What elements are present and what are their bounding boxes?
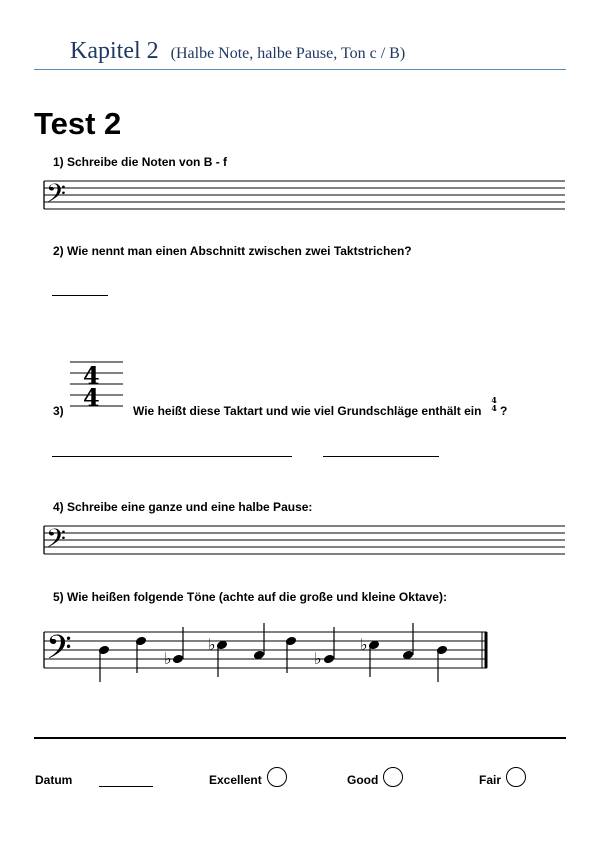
note-6 xyxy=(285,636,297,673)
note-3 xyxy=(164,627,184,668)
rating-fair-circle[interactable] xyxy=(506,767,526,787)
chapter-title-main: Kapitel 2 xyxy=(70,38,159,64)
bass-clef-q1: 𝄢 xyxy=(46,179,66,215)
flat-sign-8: ♭ xyxy=(360,635,368,654)
time-signature-bottom: 4 xyxy=(83,383,100,412)
bass-clef-q5: 𝄢 xyxy=(46,629,72,675)
question-3-text: Wie heißt diese Taktart und wie viel Grundschläge enthält ein xyxy=(133,404,482,418)
chapter-subtitle: (Halbe Note, halbe Pause, Ton c / B) xyxy=(170,45,406,62)
question-3-suffix: ? xyxy=(500,404,508,418)
note-1 xyxy=(98,645,110,682)
question-5: 5) Wie heißen folgende Töne (achte auf die große und kleine Oktave): xyxy=(53,590,447,604)
flat-sign-7: ♭ xyxy=(314,649,322,668)
flat-sign-3: ♭ xyxy=(164,649,172,668)
rating-fair-label: Fair xyxy=(479,773,502,787)
inline-time-signature-top: 4 xyxy=(491,395,497,405)
date-label: Datum xyxy=(35,773,73,787)
question-2: 2) Wie nennt man einen Abschnitt zwischen zwei Taktstrichen? xyxy=(53,244,412,258)
question-3-number: 3) xyxy=(53,404,64,418)
rating-good-label: Good xyxy=(347,773,379,787)
note-10 xyxy=(436,645,448,682)
footer-divider xyxy=(34,737,566,739)
rating-good-circle[interactable] xyxy=(383,767,403,787)
time-signature-top: 4 xyxy=(83,361,100,390)
question-4: 4) Schreibe eine ganze und eine halbe Pause: xyxy=(53,500,313,514)
note-7 xyxy=(314,627,335,668)
test-title: Test 2 xyxy=(34,106,122,141)
rating-excellent-circle[interactable] xyxy=(267,767,287,787)
note-2 xyxy=(135,636,147,673)
inline-time-signature-bottom: 4 xyxy=(491,403,497,413)
flat-sign-4: ♭ xyxy=(208,635,216,654)
rating-excellent-label: Excellent xyxy=(209,773,262,787)
date-answer-line[interactable] xyxy=(99,786,153,787)
note-9 xyxy=(402,623,414,660)
question-1: 1) Schreibe die Noten von B - f xyxy=(53,155,228,169)
bass-clef-q4: 𝄢 xyxy=(46,524,66,560)
note-5 xyxy=(253,623,265,660)
